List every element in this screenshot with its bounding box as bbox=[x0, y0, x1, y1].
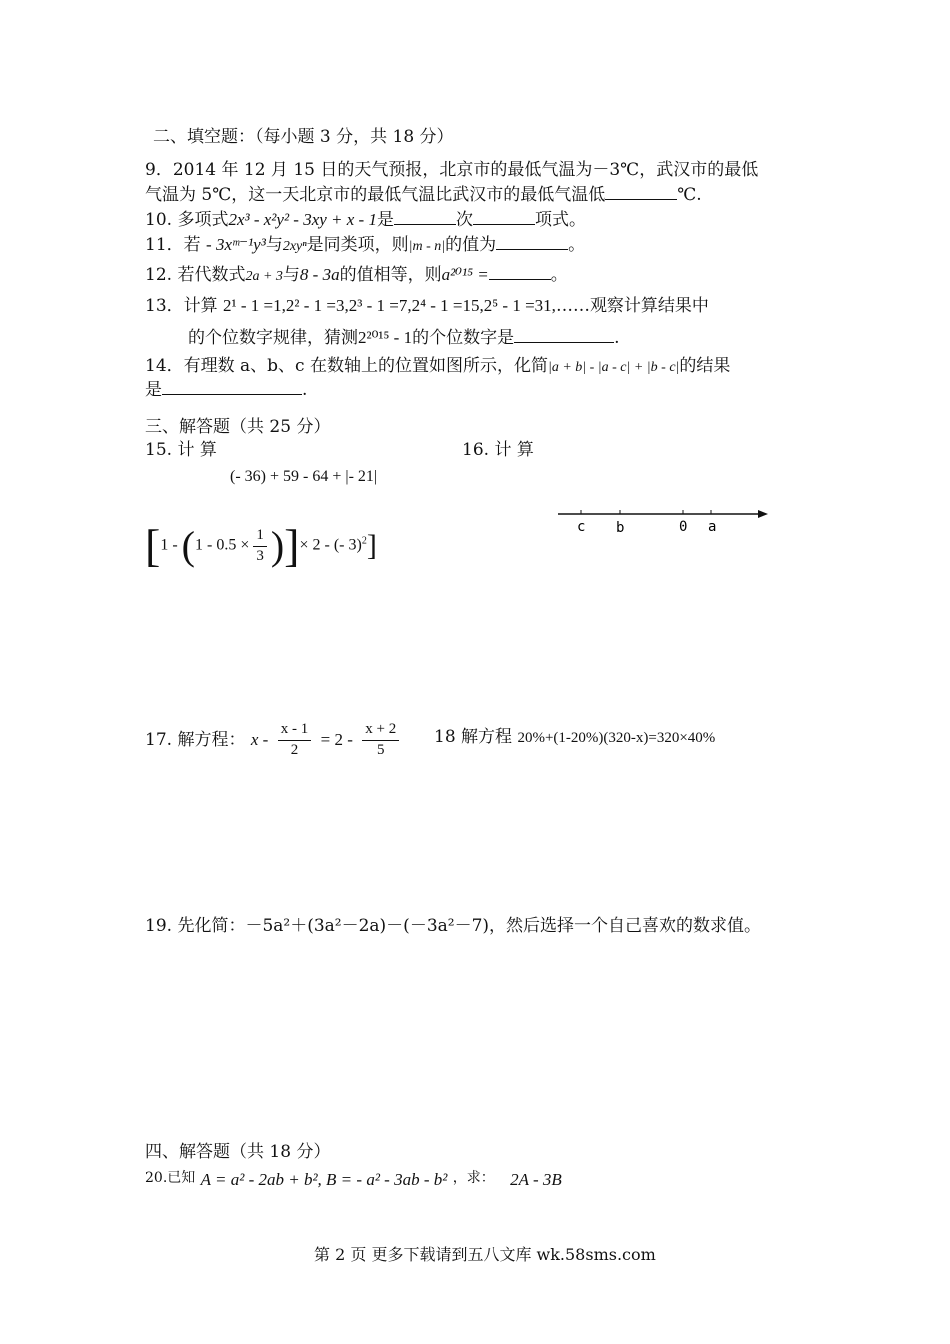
paren-close: ) bbox=[270, 523, 285, 568]
q10-degree-blank bbox=[394, 210, 456, 225]
q19: 19. 先化简：－5a²＋(3a²－2a)－(－3a²－7)，然后选择一个自己喜欢的数求值。 bbox=[145, 916, 762, 936]
q15-expr: (- 36) + 59 - 64 + |- 21| bbox=[230, 468, 378, 485]
q17-frac2 bbox=[362, 720, 399, 760]
q13-suffix: ……观察计算结果中 bbox=[555, 296, 709, 316]
q11-mid2: 是同类项，则 bbox=[306, 235, 409, 255]
q11-term2: 2xyⁿ bbox=[282, 239, 307, 254]
q16-expr-b: 1 - 0.5 × bbox=[194, 536, 250, 554]
q16-label: 16. 计 算 bbox=[462, 440, 534, 460]
bracket-close-2: ] bbox=[366, 529, 377, 562]
q13-line1 bbox=[145, 296, 709, 316]
q11-abs: |m - n| bbox=[408, 239, 446, 254]
q14-prefix: 14．有理数 a、b、c 在数轴上的位置如图所示，化简 bbox=[145, 356, 548, 376]
q9-unit: ℃. bbox=[677, 185, 702, 205]
q14-line2-text: 是 bbox=[145, 380, 162, 400]
q16-expr-a: 1 - bbox=[160, 536, 178, 554]
q16-frac-num: 1 bbox=[253, 526, 267, 547]
q15-label: 15. 计 算 bbox=[145, 440, 217, 460]
q9-answer-blank bbox=[605, 185, 677, 200]
q16-expr-c: × 2 - (- 3) bbox=[299, 536, 362, 554]
q12-mid2: 的值相等，则 bbox=[339, 265, 442, 285]
q11-answer-blank bbox=[496, 235, 568, 250]
q10-suffix: 项式。 bbox=[534, 210, 586, 230]
q11-suffix: 的值为 bbox=[445, 235, 497, 255]
q13-answer-blank bbox=[514, 328, 614, 343]
q10-prefix: 10. 多项式 bbox=[145, 210, 229, 230]
q13-expr: 2¹ - 1 =1,2² - 1 =3,2³ - 1 =7,2⁴ - 1 =15,2⁵ - 1 =31, bbox=[223, 296, 556, 315]
q17-x: x - bbox=[250, 729, 269, 749]
q17-num1: x - 1 bbox=[278, 720, 312, 741]
q16-frac-den: 3 bbox=[256, 547, 264, 564]
q11-mid: 与 bbox=[265, 235, 283, 255]
q9-line2 bbox=[145, 185, 702, 205]
q12-mid: 与 bbox=[282, 265, 300, 285]
label-b: b bbox=[616, 520, 625, 536]
q16-fraction bbox=[253, 526, 267, 566]
q13-prefix: 13．计算 bbox=[145, 296, 218, 316]
q14-answer-blank bbox=[162, 380, 302, 395]
q12-e2: 8 - 3a bbox=[299, 265, 340, 284]
q20-target: 2A - 3B bbox=[510, 1170, 562, 1189]
q12-answer-blank bbox=[489, 265, 551, 280]
q17-mid: = 2 - bbox=[320, 729, 353, 749]
q14-suffix: 的结果 bbox=[679, 356, 731, 376]
label-0: 0 bbox=[679, 519, 688, 535]
q11-end: 。 bbox=[568, 235, 586, 255]
q12 bbox=[145, 265, 568, 286]
bracket-close: ] bbox=[284, 520, 300, 571]
q18 bbox=[434, 727, 715, 747]
q10 bbox=[145, 210, 586, 230]
q20-mid: ，求： bbox=[452, 1170, 495, 1186]
q18-expr: 20%+(1-20%)(320-x)=320×40% bbox=[517, 730, 716, 746]
q18-label: 18 解方程 bbox=[434, 727, 513, 747]
q10-mid2: 次 bbox=[455, 210, 473, 230]
bracket-open: [ bbox=[145, 520, 161, 571]
q17-frac1 bbox=[278, 720, 312, 760]
q9-line1: 9．2014 年 12 月 15 日的天气预报，北京市的最低气温为－3℃，武汉市的最低 bbox=[145, 160, 759, 180]
label-a: a bbox=[708, 519, 717, 535]
q14-end: . bbox=[302, 380, 308, 400]
q10-expr: 2x³ - x²y² - 3xy + x - 1 bbox=[228, 210, 377, 229]
section-2-title: 二、填空题：（每小题 3 分，共 18 分） bbox=[153, 127, 454, 147]
q20 bbox=[145, 1170, 562, 1190]
label-c: c bbox=[577, 519, 586, 535]
q11-prefix: 11．若 bbox=[145, 235, 201, 255]
q20-expr: A = a² - 2ab + b², B = - a² - 3ab - b² bbox=[200, 1170, 448, 1189]
q9-line2-text: 气温为 5℃，这一天北京市的最低气温比武汉市的最低气温低 bbox=[145, 185, 606, 205]
number-line-arrow bbox=[758, 510, 768, 518]
number-line bbox=[548, 500, 778, 540]
q10-mid1: 是 bbox=[376, 210, 394, 230]
page-footer: 第 2 页 更多下载请到五八文库 wk.58sms.com bbox=[314, 1245, 656, 1264]
q16-expr bbox=[145, 520, 377, 571]
q13-line2-expr: 2²⁰¹⁵ - 1 bbox=[358, 328, 413, 347]
q13-line2-suffix: 的个位数字是 bbox=[412, 328, 515, 348]
q20-prefix: 20.已知 bbox=[145, 1170, 196, 1186]
paren-open: ( bbox=[181, 523, 195, 568]
q12-end: 。 bbox=[550, 265, 568, 285]
q10-terms-blank bbox=[473, 210, 535, 225]
q17 bbox=[145, 720, 403, 760]
q14-line1 bbox=[145, 356, 730, 377]
q14-expr: |a + b| - |a - c| + |b - c| bbox=[547, 360, 680, 375]
q17-label: 17. 解方程： bbox=[145, 729, 246, 750]
q17-den1: 2 bbox=[290, 741, 299, 758]
q13-line2 bbox=[188, 328, 620, 348]
q11 bbox=[145, 235, 585, 256]
q11-term1: - 3xᵐ⁻¹y³ bbox=[206, 235, 266, 254]
q17-den2: 5 bbox=[377, 741, 385, 758]
q14-line2 bbox=[145, 380, 307, 400]
q12-prefix: 12. 若代数式 bbox=[145, 265, 246, 285]
section-4-title: 四、解答题（共 18 分） bbox=[145, 1142, 331, 1162]
section-3-title: 三、解答题（共 25 分） bbox=[145, 417, 331, 437]
q17-num2: x + 2 bbox=[362, 720, 399, 741]
q13-line2-prefix: 的个位数字规律，猜测 bbox=[188, 328, 358, 348]
q13-end: . bbox=[614, 328, 620, 348]
q16-exponent: 2 bbox=[361, 535, 367, 547]
q12-e3: a²⁰¹⁵ = bbox=[441, 265, 489, 284]
q12-e1: 2a + 3 bbox=[245, 269, 283, 284]
